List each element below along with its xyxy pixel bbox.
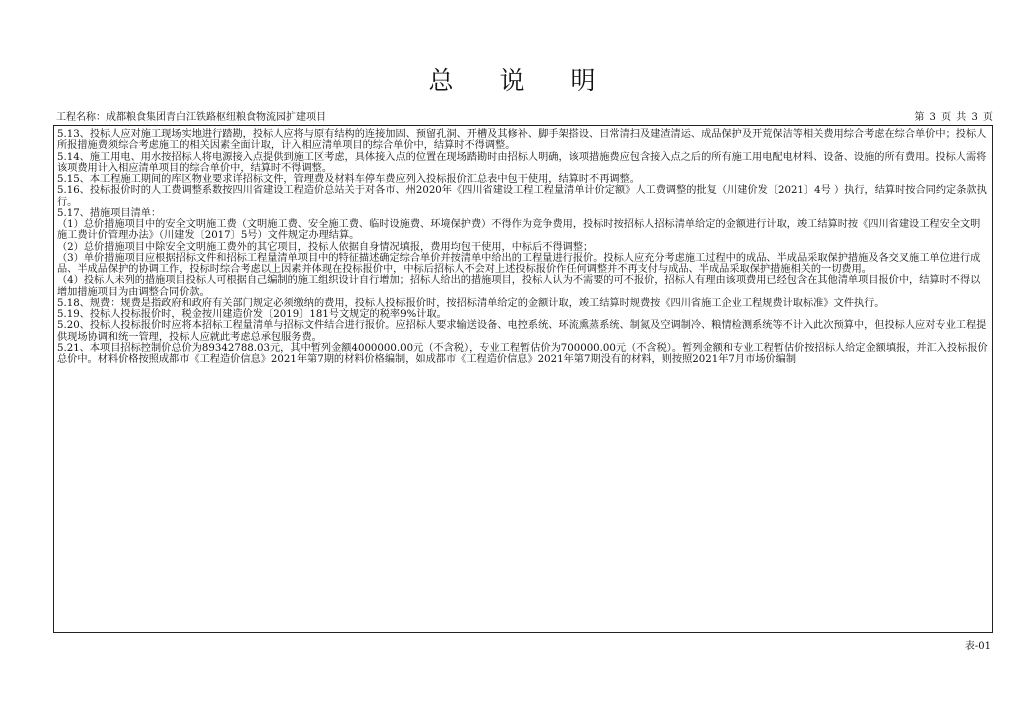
project-name: 工程名称：成都粮食集团青白江铁路枢纽粮食物流园扩建项目	[56, 112, 326, 123]
paragraph-5-13: 5.13、投标人应对施工现场实地进行踏勘，投标人应将与原有结构的连接加固、预留孔洞、开槽及其修补、脚手架搭设、日常清扫及建渣清运、成品保护及开荒保洁等相关费用综合考虑在综合单价中；投标人所报措施费须综合考虑施工的相关因素全面计取，计入相应清单项目的综合单价中，结算时不得调整。	[57, 129, 987, 152]
form-code: 表-01	[964, 641, 991, 652]
description-body	[57, 129, 989, 365]
content-frame	[53, 125, 993, 633]
paragraph-5-14: 5.14、施工用电、用水按招标人将电源接入点提供到施工区考虑，具体接入点的位置在现场踏勘时由招标人明确，该项措施费应包含接入点之后的所有施工用电配电材料、设备、设施的所有费用。投标人需将该项费用计入相应清单项目的综合单价中，结算时不得调整。	[57, 151, 987, 174]
paragraph-5-17: 5.17、措施项目清单：	[57, 207, 162, 219]
paragraph-5-17-4: （4）投标人未列的措施项目投标人可根据自己编制的施工组织设计自行增加；招标人给出的措施项目，投标人认为不需要的可不报价，招标人有理由该项费用已经包含在其他清单项目报价中，结算时不得以增加措施项目为由调整合同价款。	[57, 275, 981, 298]
paragraph-5-19: 5.19、投标人投标报价时，税金按川建造价发〔2019〕181号文规定的税率9%计取。	[57, 309, 447, 320]
paragraph-5-17-3: （3）单价措施项目应根据招标文件和招标工程量清单项目中的特征描述确定综合单价并按清单中给出的工程量进行报价。投标人应充分考虑施工过程中的成品、半成品采取保护措施及各交叉施工单位进行成品、半成品保护的协调工作，投标时综合考虑以上因素并体现在投标报价中，中标后招标人不会对上述投标报价作任何调整并不再支付与成品、半成品采取保护措施相关的一切费用。	[57, 252, 981, 275]
paragraph-5-17-1: （1）总价措施项目中的安全文明施工费（文明施工费、安全施工费、临时设施费、环境保护费）不得作为竞争费用，投标时按招标人招标清单给定的金额进行计取，竣工结算时按《四川省建设工程安全文明施工费计价管理办法》（川建发〔2017〕5号）文件规定办理结算。	[57, 219, 981, 242]
paragraph-5-15: 5.15、本工程施工期间的库区物业要求详招标文件，管理费及材料车停车费应列入投标报价汇总表中包干使用，结算时不再调整。	[57, 174, 640, 185]
paragraph-5-18: 5.18、规费：规费是指政府和政府有关部门规定必须缴纳的费用，投标人投标报价时，按招标清单给定的金额计取，竣工结算时规费按《四川省施工企业工程规费计取标准》文件执行。	[57, 297, 885, 309]
page-number: 第 3 页 共 3 页	[914, 112, 993, 123]
paragraph-5-17-2: （2）总价措施项目中除安全文明施工费外的其它项目，投标人依据自身情况填报，费用均包干使用，中标后不得调整；	[57, 241, 594, 253]
paragraph-5-20: 5.20、投标人投标报价时应将本招标工程量清单与招标文件结合进行报价。应招标人要求输送设备、电控系统、环流熏蒸系统、制氮及空调制冷、粮情检测系统等不计入此次预算中，但投标人应对专业工程提供现场协调和统一管理，投标人应就此考虑总承包服务费。	[57, 320, 987, 343]
paragraph-5-16: 5.16、投标报价时的人工费调整系数按四川省建设工程造价总站关于对各市、州2020年《四川省建设工程工程量清单计价定额》人工费调整的批复（川建价发〔2021〕4号 ）执行，结算时按合同约定条款执行。	[57, 185, 987, 208]
page-title: 总 说 明	[428, 66, 615, 95]
paragraph-5-21: 5.21、本项目招标控制价总价为89342788.03元，其中暂列金额4000000.00元（不含税），专业工程暂估价为700000.00元（不含税）。暂列金额和专业工程暂估价按招标人给定金额填报，并汇入投标报价总价中。材料价格按照成都市《工程造价信息》2021年第7期的材料价格编制，如成都市《工程造价信息》2021年第7期没有的材料，则按照2021年7月市场价编制	[57, 342, 988, 365]
